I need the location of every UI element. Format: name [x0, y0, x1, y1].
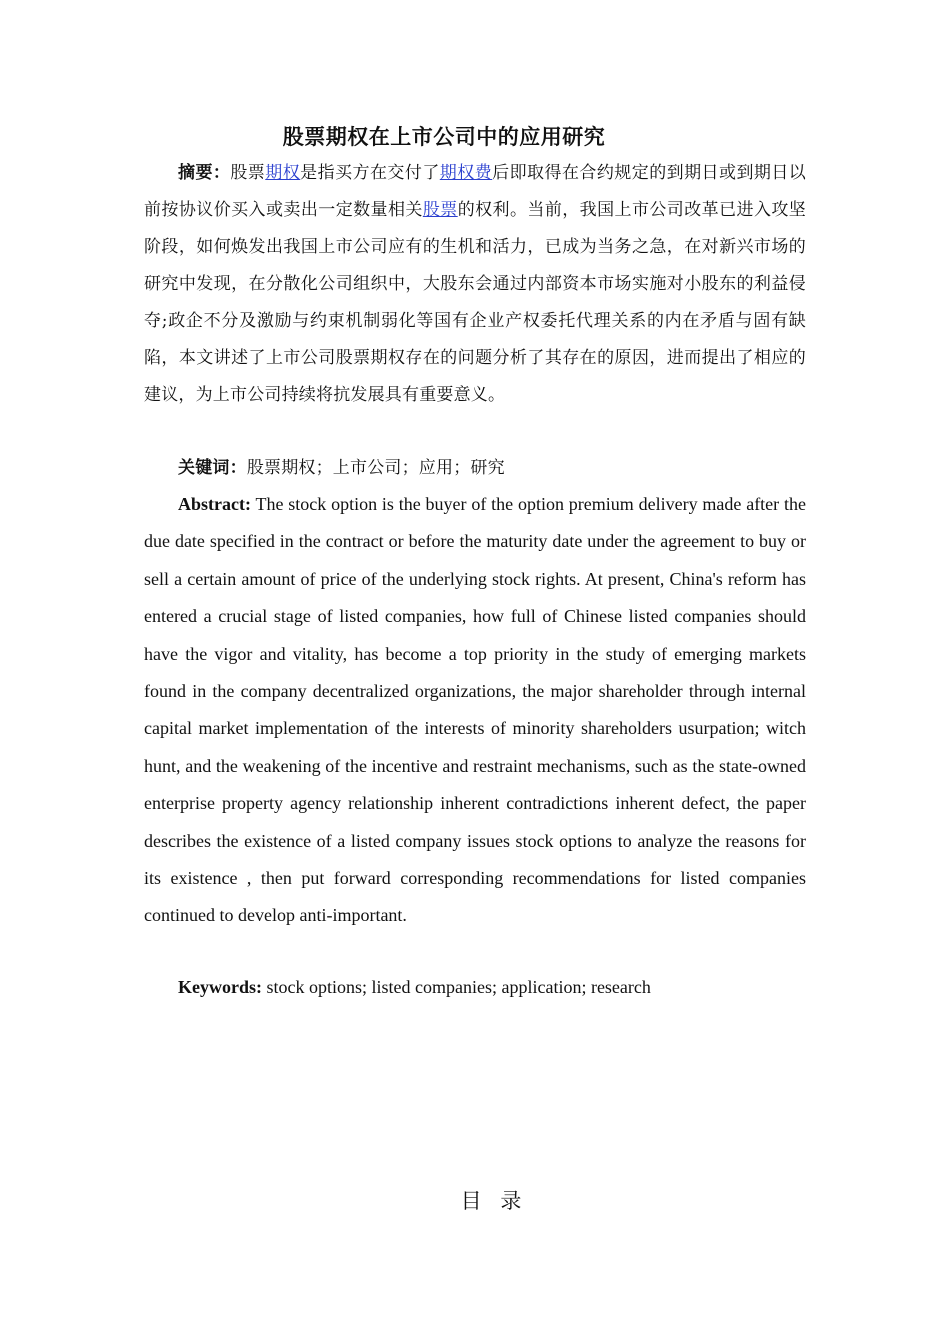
keywords-en-text: stock options; listed companies; application; research — [266, 977, 651, 997]
abstract-cn-paragraph — [144, 155, 806, 414]
keywords-en-label: Keywords: — [178, 977, 262, 997]
abstract-en-label: Abstract: — [178, 494, 251, 514]
option-link[interactable]: 期权 — [265, 163, 301, 183]
keywords-en-paragraph — [144, 969, 806, 1006]
abstract-cn-label: 摘要： — [178, 163, 231, 183]
option-premium-link[interactable]: 期权费 — [439, 163, 493, 183]
toc-title: 目 录 — [460, 1189, 528, 1213]
page-title: 股票期权在上市公司中的应用研究 — [282, 125, 606, 149]
abstract-cn-text-4: 的权利。当前，我国上市公司改革已进入攻坚阶段，如何焕发出我国上市公司应有的生机和活力，已成为当务之急，在对新兴市场的研究中发现，在分散化公司组织中，大股东会通过内部资本市场实施对小股东的利益侵夺;政企不分及激励与约束机制弱化等国有企业产权委托代理关系的内在矛盾与固有缺陷，本文讲述了上市公司股票期权存在的问题分析了其存在的原因，进而提出了相应的建议，为上市公司持续将抗发展具有重要意义。 — [144, 200, 806, 405]
keywords-cn-paragraph — [144, 450, 806, 487]
keywords-cn-text: 股票期权；上市公司；应用；研究 — [246, 458, 505, 478]
abstract-cn-text-1: 股票 — [230, 163, 266, 183]
abstract-en-paragraph — [144, 486, 806, 935]
abstract-en-text: The stock option is the buyer of the option premium delivery made after the due date specified in the contract or before the maturity date under the agreement to buy or sell a certain amount of price of the underlying stock rights. At present, China's reform has entered a crucial stage of listed companies, how full of Chinese listed companies should have the vigor and vitality, has become a top priority in the study of emerging markets found in the company decentralized organizations, the major shareholder through internal capital market implementation of the interests of minority shareholders usurpation; witch hunt, and the weakening of the incentive and restraint mechanisms, such as the state-owned enterprise property agency relationship inherent contradictions inherent defect, the paper describes the existence of a listed company issues stock options to analyze the reasons for its existence , then put forward corresponding recommendations for listed companies continued to develop anti-important. — [144, 494, 806, 926]
keywords-cn-label: 关键词： — [178, 458, 247, 478]
stock-link[interactable]: 股票 — [422, 200, 458, 220]
abstract-cn-text-3: 后即取得在合约规定的到期日或到期日以前按协议价买入或卖出一定数量相关 — [144, 163, 806, 220]
abstract-cn-text-2: 是指买方在交付了 — [300, 163, 440, 183]
